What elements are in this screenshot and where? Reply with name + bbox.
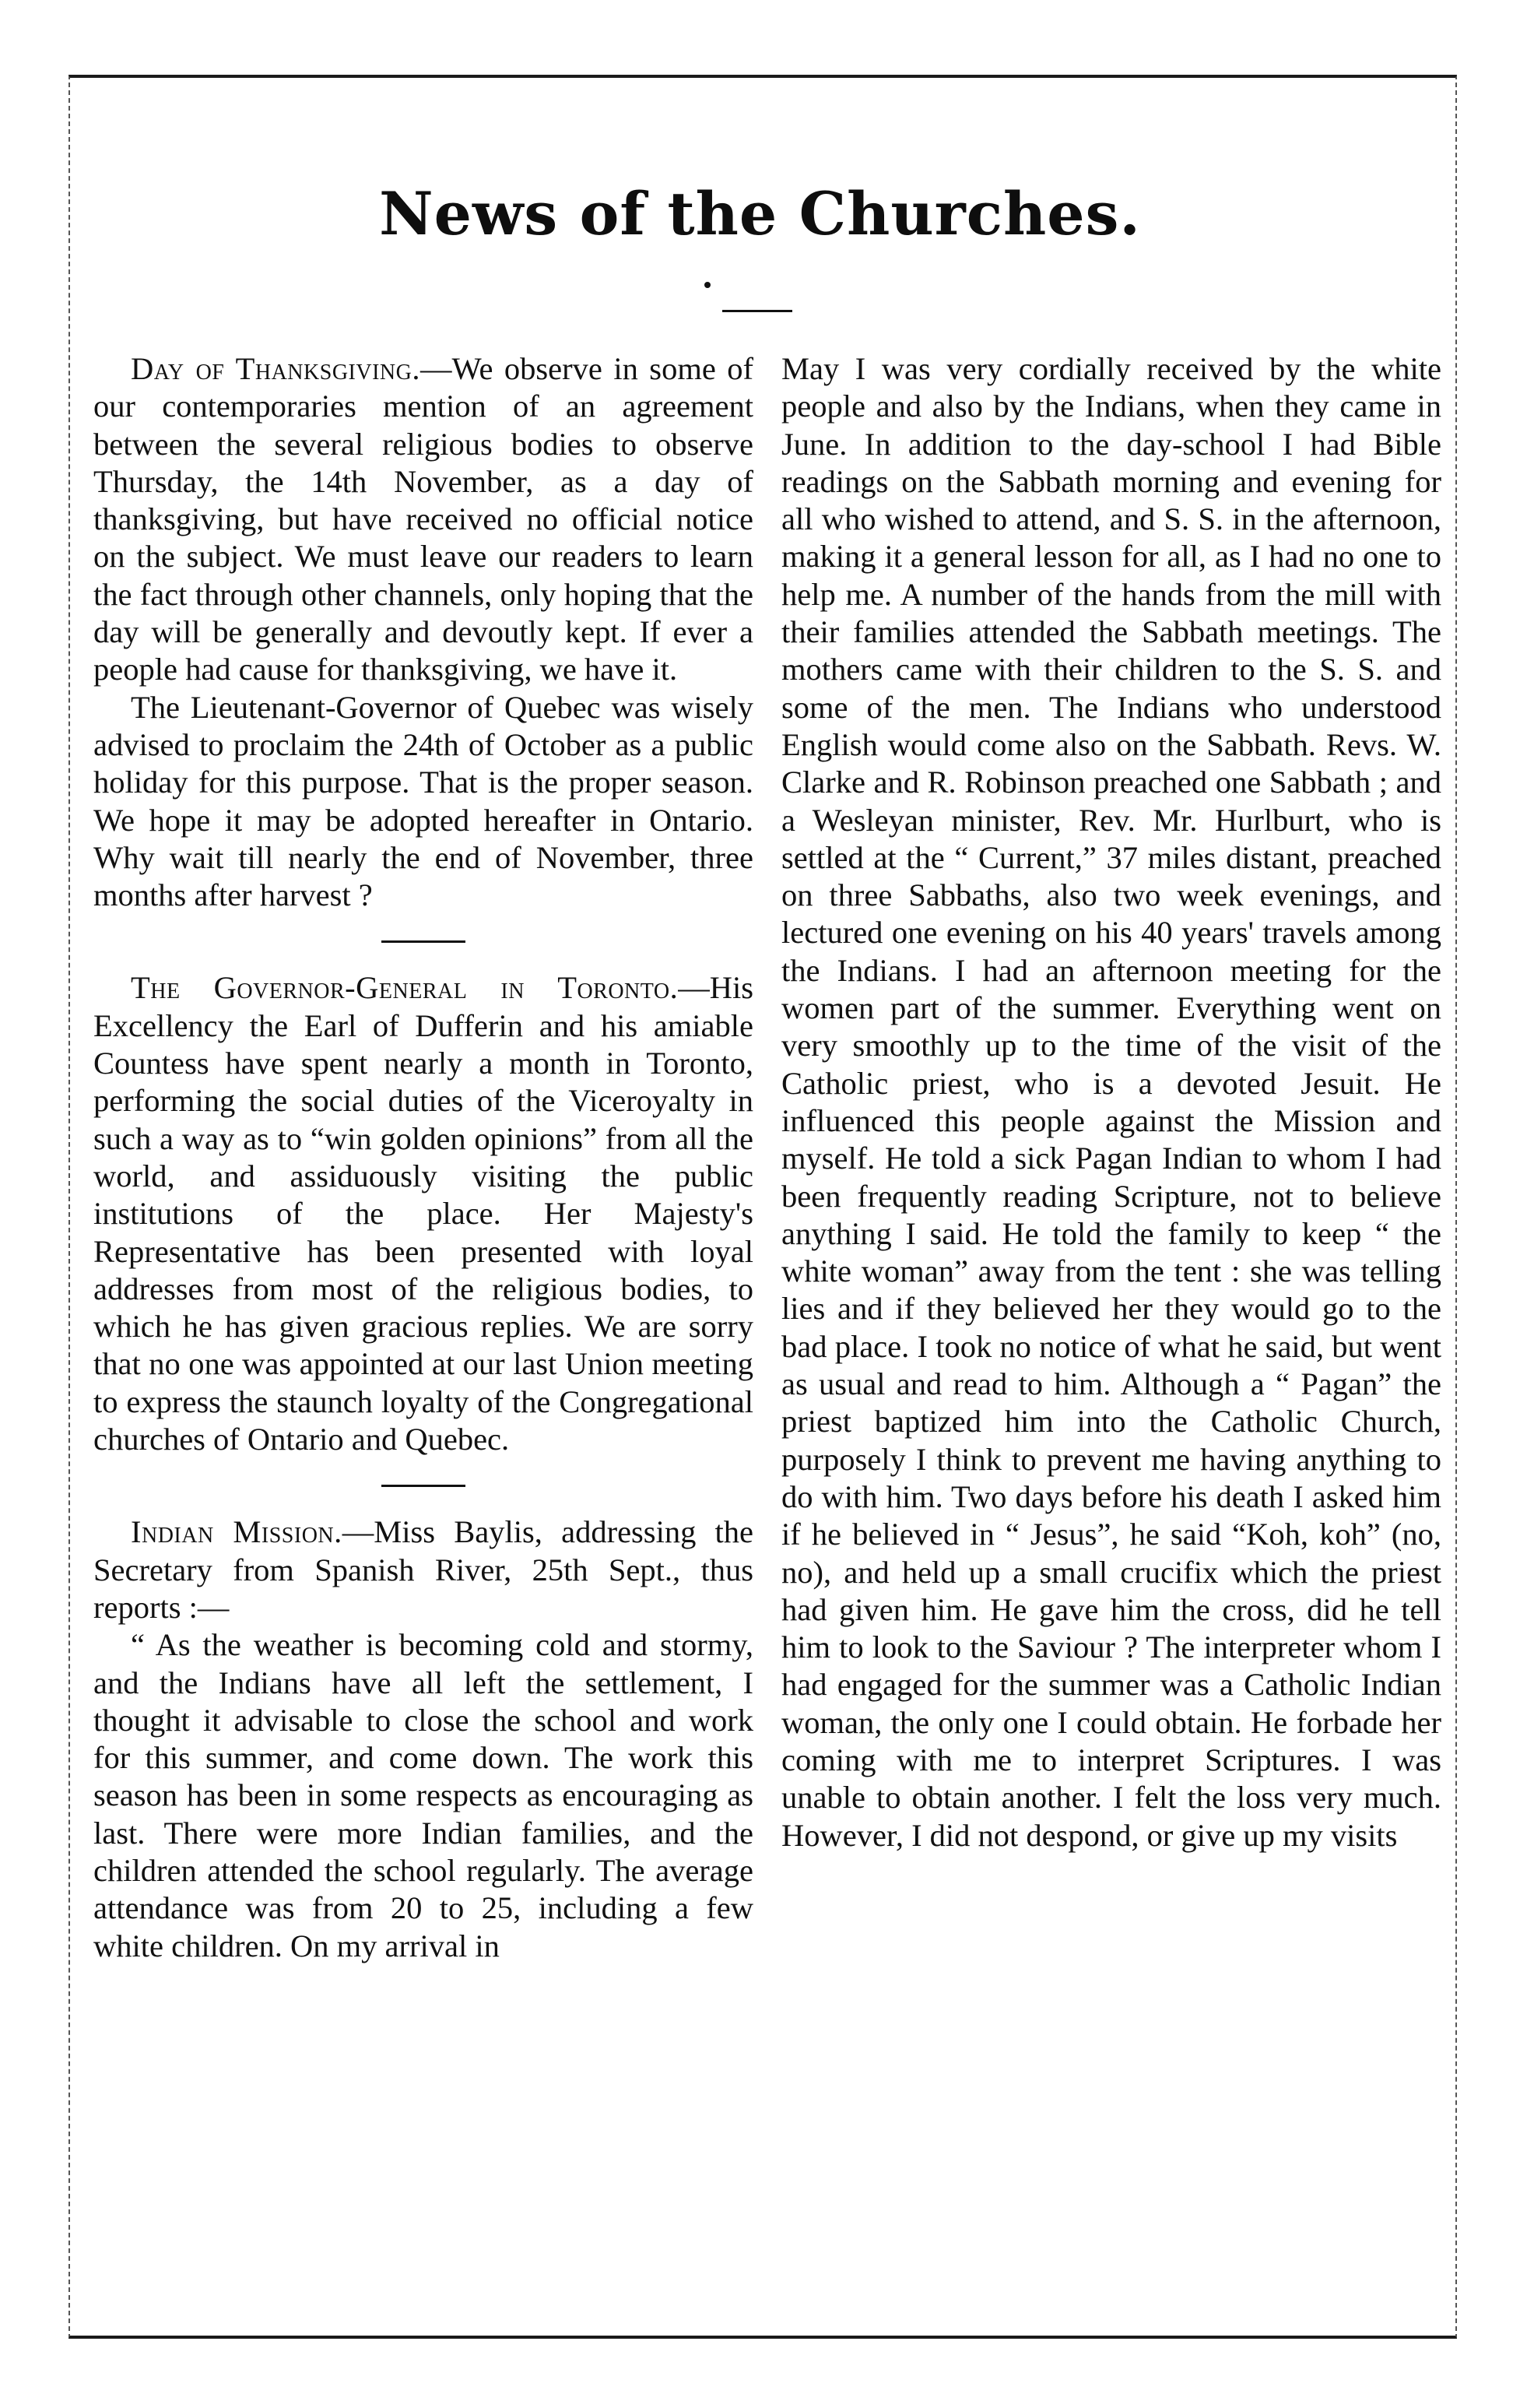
mission-heading: Indian Mission. bbox=[131, 1514, 342, 1550]
right-column bbox=[781, 350, 1441, 1854]
section-divider bbox=[381, 940, 465, 943]
left-column bbox=[93, 350, 753, 1965]
governor-heading: The Governor-General in Toronto. bbox=[131, 970, 679, 1006]
title-rule bbox=[722, 310, 792, 312]
mission-letter-continued: May I was very cordially received by the white people and also by the Indians, when they came in June. In addition to the day-school I had Bible readings on the Sabbath morning and evening for all who wished to attend, and S. S. in the afternoon, making it a general lesson for all, as I had no one to help me. A number of the hands from the mill with their families attended the Sabbath meetings. The mothers came with their children to the S. S. and some of the men. The Indians who understood English would come also on the Sabbath. Revs. W. Clarke and R. Robinson preached one Sabbath ; and a Wesleyan minister, Rev. Mr. Hurlburt, who is settled at the “ Current,” 37 miles distant, preached on three Sabbaths, also two week evenings, and lectured one evening on his 40 years' travels among the Indians. I had an afternoon meeting for the women part of the summer. Everything went on very smoothly up to the time of the visit of the Catholic priest, who is a devoted Jesuit. He influenced this people against the Mission and myself. He told a sick Pagan Indian to whom I had been frequently reading Scripture, not to believe anything I said. He told the family to keep “ the white woman” away from the tent : she was telling lies and if they believed her they would go to the bad place. I took no notice of what he said, but went as usual and read to him. Although a “ Pagan” the priest baptized him into the Catholic Church, purposely I think to prevent me having anything to do with him. Two days before his death I asked him if he believed in “ Jesus”, he said “Koh, koh” (no, no), and held up a small crucifix which the priest had given him. He gave him the cross, did he tell him to look to the Saviour ? The interpreter whom I had engaged for the summer was a Catholic Indian woman, the only one I could obtain. He forbade her coming with me to interpret Scriptures. I was unable to obtain another. I felt the loss very much. However, I did not despond, or give up my visits bbox=[781, 351, 1441, 1853]
thanksgiving-paragraph bbox=[93, 350, 753, 689]
section-divider bbox=[381, 1485, 465, 1487]
title-ornament-dot bbox=[704, 282, 711, 288]
governor-text: —His Excellency the Earl of Dufferin and his amiable Countess have spent nearly a month in Toronto, performing the social duties of the Viceroyalty in such a way as to “win golden opinions” from all the world, and assiduously visiting the public institutions of the place. Her Majesty's Representative has been presented with loyal addresses from most of the religious bodies, to which he has given gracious replies. We are sorry that no one was appointed at our last Union meeting to express the staunch loyalty of the Congregational churches of Ontario and Quebec. bbox=[93, 970, 753, 1457]
mission-text: —Miss Baylis, addressing the Secretary from Spanish River, 25th Sept., thus reports :— bbox=[93, 1514, 753, 1625]
thanksgiving-text: —We observe in some of our contemporaries mention of an agreement between the several religious bodies to observe Thursday, the 14th November, as a day of thanksgiving, but have received no official notice on the subject. We must leave our readers to learn the fact through other channels, only hoping that the day will be generally and devoutly kept. If ever a people had cause for thanksgiving, we have it. bbox=[93, 351, 754, 687]
thanksgiving-heading: Day of Thanksgiving. bbox=[131, 351, 420, 386]
governor-paragraph bbox=[93, 969, 753, 1458]
mission-paragraph bbox=[93, 1513, 753, 1626]
thanksgiving-paragraph-2: The Lieutenant-Governor of Quebec was wisely advised to proclaim the 24th of October as a public holiday for this purpose. That is the proper season. We hope it may be adopted hereafter in Ontario. Why wait till nearly the end of November, three months after harvest ? bbox=[93, 689, 753, 913]
page-title: News of the Churches. bbox=[379, 179, 1141, 248]
mission-letter-paragraph: “ As the weather is becoming cold and stormy, and the Indians have all left the settlement, I thought it advisable to close the school and work for this summer, and come down. The work this season has been in some respects as encouraging as last. There were more Indian families, and the children attended the school regularly. The average attendance was from 20 to 25, including a few white children. On my arrival in bbox=[93, 1627, 753, 1963]
